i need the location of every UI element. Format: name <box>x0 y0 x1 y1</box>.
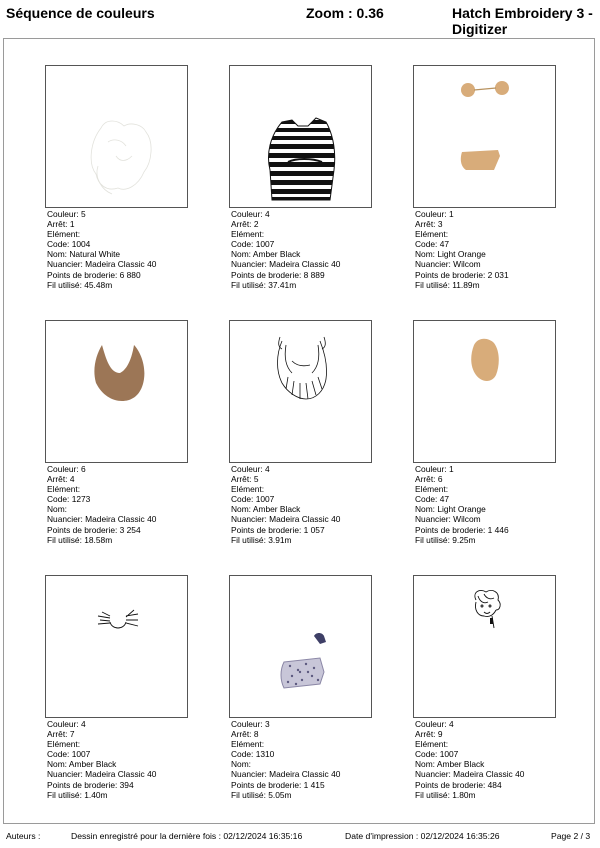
thread-code: 1310 <box>255 749 275 760</box>
thread-name: Natural White <box>69 249 121 260</box>
thread-used: 1.80m <box>452 789 476 800</box>
thread-used: 37.41m <box>268 279 297 290</box>
stop-number: 7 <box>69 729 75 740</box>
stitch-count: 1 415 <box>303 779 325 790</box>
stop-7-details: Couleur: 4 Arrêt: 7 Elément: Code: 1007 Nom: Amber Black Nuancier: Madeira Classic 40 Points de broderie: 394 Fil utilisé: 1.40m <box>47 719 157 800</box>
stop-number: 1 <box>69 219 75 230</box>
face-patch-icon <box>414 321 555 462</box>
color-number: 6 <box>80 464 86 474</box>
stop-number: 4 <box>69 474 75 485</box>
stitch-count: 8 889 <box>303 269 325 280</box>
beard-icon <box>46 321 187 462</box>
stop-number: 5 <box>253 474 259 485</box>
thread-name: Light Orange <box>437 504 486 515</box>
stitch-count: 394 <box>119 779 134 790</box>
stop-number: 9 <box>437 729 443 740</box>
striped-sweater-icon <box>230 66 371 207</box>
thread-chart: Wilcom <box>453 514 481 525</box>
stop-9-thumbnail <box>413 575 556 718</box>
stitch-count: 1 057 <box>303 524 325 535</box>
thread-code: 1273 <box>71 494 91 505</box>
stop-8-thumbnail <box>229 575 372 718</box>
stop-7-thumbnail <box>45 575 188 718</box>
zoom-level: Zoom : 0.36 <box>306 5 384 21</box>
thread-name: Amber Black <box>252 504 301 515</box>
stop-5-thumbnail <box>229 320 372 463</box>
stop-6-details: Couleur: 1 Arrêt: 6 Elément: Code: 47 Nom: Light Orange Nuancier: Wilcom Points de broderie: 1 446 Fil utilisé: 9.25m <box>415 464 509 545</box>
stitch-count: 1 446 <box>487 524 509 535</box>
stitch-count: 484 <box>487 779 502 790</box>
stop-4-details: Couleur: 6 Arrêt: 4 Elément: Code: 1273 Nom: Nuancier: Madeira Classic 40 Points de broderie: 3 254 Fil utilisé: 18.58m <box>47 464 157 545</box>
thread-code: 1004 <box>71 239 91 250</box>
stop-2-thumbnail <box>229 65 372 208</box>
thread-code: 47 <box>439 239 450 250</box>
thread-chart: Wilcom <box>453 259 481 270</box>
face-sketch-icon <box>414 576 555 717</box>
thread-code: 1007 <box>255 494 275 505</box>
stop-4-thumbnail <box>45 320 188 463</box>
footer-print-date: Date d'impression : 02/12/2024 16:35:26 <box>345 831 500 841</box>
stop-number: 3 <box>437 219 443 230</box>
color-number: 5 <box>80 209 86 219</box>
stitch-count: 6 880 <box>119 269 141 280</box>
thread-chart: Madeira Classic 40 <box>453 769 525 780</box>
thread-chart: Madeira Classic 40 <box>85 769 157 780</box>
thread-chart: Madeira Classic 40 <box>85 259 157 270</box>
stitch-count: 3 254 <box>119 524 141 535</box>
stop-8-details: Couleur: 3 Arrêt: 8 Elément: Code: 1310 Nom: Nuancier: Madeira Classic 40 Points de broderie: 1 415 Fil utilisé: 5.05m <box>231 719 341 800</box>
stop-6-thumbnail <box>413 320 556 463</box>
stop-2-details: Couleur: 4 Arrêt: 2 Elément: Code: 1007 Nom: Amber Black Nuancier: Madeira Classic 40 Points de broderie: 8 889 Fil utilisé: 37.41m <box>231 209 341 290</box>
thread-used: 9.25m <box>452 534 476 545</box>
mustache-icon <box>46 576 187 717</box>
footer-page-number: Page 2 / 3 <box>551 831 591 841</box>
app-name: Hatch Embroidery 3 - Digitizer <box>452 5 593 37</box>
stop-3-details: Couleur: 1 Arrêt: 3 Elément: Code: 47 Nom: Light Orange Nuancier: Wilcom Points de broderie: 2 031 Fil utilisé: 11.89m <box>415 209 509 290</box>
stitch-count: 2 031 <box>487 269 509 280</box>
stop-number: 8 <box>253 729 259 740</box>
color-number: 4 <box>264 209 270 219</box>
hands-patches-icon <box>414 66 555 207</box>
stop-9-details: Couleur: 4 Arrêt: 9 Elément: Code: 1007 Nom: Amber Black Nuancier: Madeira Classic 40 Points de broderie: 484 Fil utilisé: 1.80m <box>415 719 525 800</box>
color-number: 3 <box>264 719 270 729</box>
outline-shape-icon <box>46 66 187 207</box>
color-number: 1 <box>448 209 454 219</box>
thread-name: Light Orange <box>437 249 486 260</box>
color-sequence-frame <box>3 38 595 824</box>
footer-last-saved: Dessin enregistré pour la dernière fois : 02/12/2024 16:35:16 <box>71 831 303 841</box>
speckled-patch-icon <box>230 576 371 717</box>
thread-chart: Madeira Classic 40 <box>269 514 341 525</box>
footer-authors: Auteurs : <box>6 831 41 841</box>
page-title: Séquence de couleurs <box>6 5 155 21</box>
stop-number: 2 <box>253 219 259 230</box>
thread-chart: Madeira Classic 40 <box>85 514 157 525</box>
thread-used: 18.58m <box>84 534 113 545</box>
color-number: 1 <box>448 464 454 474</box>
color-number: 4 <box>448 719 454 729</box>
stop-3-thumbnail <box>413 65 556 208</box>
thread-chart: Madeira Classic 40 <box>269 769 341 780</box>
thread-code: 1007 <box>439 749 459 760</box>
stop-5-details: Couleur: 4 Arrêt: 5 Elément: Code: 1007 Nom: Amber Black Nuancier: Madeira Classic 40 Points de broderie: 1 057 Fil utilisé: 3.91m <box>231 464 341 545</box>
thread-name: Amber Black <box>436 759 485 770</box>
thread-used: 3.91m <box>268 534 292 545</box>
stop-1-details: Couleur: 5 Arrêt: 1 Elément: Code: 1004 Nom: Natural White Nuancier: Madeira Classic 40 Points de broderie: 6 880 Fil utilisé: 45.48m <box>47 209 157 290</box>
thread-chart: Madeira Classic 40 <box>269 259 341 270</box>
thread-code: 1007 <box>71 749 91 760</box>
thread-code: 1007 <box>255 239 275 250</box>
thread-code: 47 <box>439 494 450 505</box>
color-number: 4 <box>264 464 270 474</box>
thread-used: 11.89m <box>452 279 480 290</box>
thread-name: Amber Black <box>252 249 301 260</box>
beard-outline-icon <box>230 321 371 462</box>
thread-used: 5.05m <box>268 789 292 800</box>
stop-number: 6 <box>437 474 443 485</box>
thread-name: Amber Black <box>68 759 117 770</box>
stop-1-thumbnail <box>45 65 188 208</box>
color-number: 4 <box>80 719 86 729</box>
thread-used: 1.40m <box>84 789 108 800</box>
thread-used: 45.48m <box>84 279 113 290</box>
